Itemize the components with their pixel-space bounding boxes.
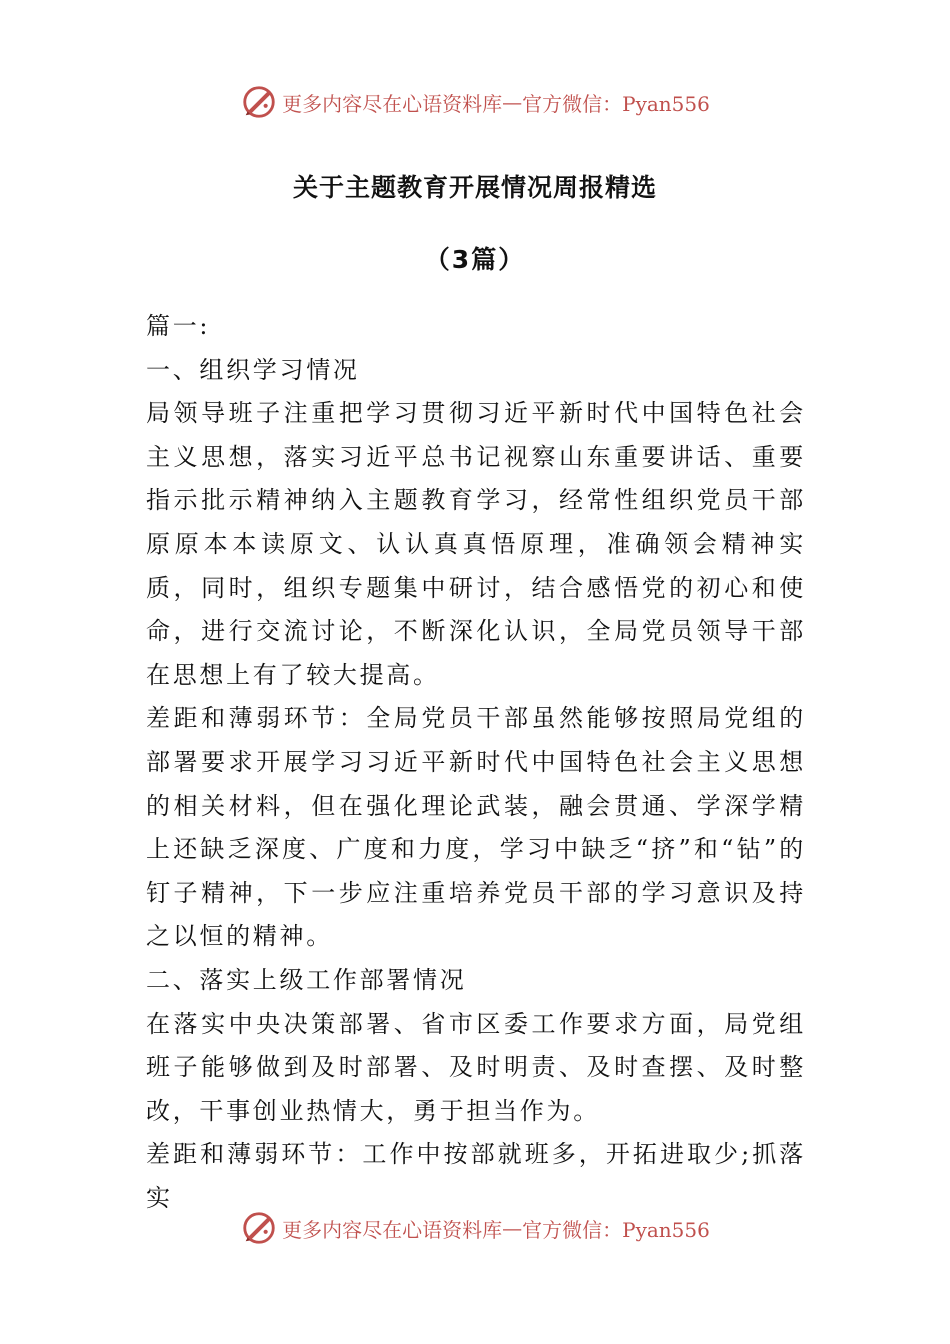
heading-deployment: 二、落实上级工作部署情况 [146,965,467,994]
document-body [146,305,806,1220]
watermark-suffix: 官方微信：Pyan556 [522,1217,710,1242]
heading-study: 一、组织学习情况 [146,355,360,384]
paragraph-deployment-gaps: 差距和薄弱环节：工作中按部就班多，开拓进取少;抓落实 [146,1140,806,1212]
watermark-banner-top [0,80,950,124]
watermark-suffix: 官方微信：Pyan556 [522,91,710,116]
paragraph-deployment: 在落实中央决策部署、省市区委工作要求方面，局党组班子能够做到及时部署、及时明责、及时查摆、及时整改，干事创业热情大，勇于担当作为。 [146,1009,806,1125]
pen-logo-icon [240,83,278,121]
watermark-separator: — [502,1216,523,1240]
watermark-separator: — [502,90,523,114]
watermark-text: 更多内容尽在心语资料库 [282,1217,503,1242]
document-title: 关于主题教育开展情况周报精选 [292,173,657,202]
pen-logo-icon [240,1209,278,1247]
document-subtitle: （3篇） [424,245,526,274]
paragraph-study: 局领导班子注重把学习贯彻习近平新时代中国特色社会主义思想，落实习近平总书记视察山东重要讲话、重要指示批示精神纳入主题教育学习，经常性组织党员干部原原本本读原文、认认真真悟原理，准确领会精神实质，同时，组织专题集中研讨，结合感悟党的初心和使命，进行交流讨论，不断深化认识，全局党员领导干部在思想上有了较大提高。 [146,399,806,689]
paragraph-study-gaps: 差距和薄弱环节：全局党员干部虽然能够按照局党组的部署要求开展学习习近平新时代中国特色社会主义思想的相关材料，但在强化理论武装，融会贯通、学深学精上还缺乏深度、广度和力度，学习中缺乏“挤”和“钻”的钉子精神，下一步应注重培养党员干部的学习意识及持之以恒的精神。 [146,704,806,951]
watermark-text: 更多内容尽在心语资料库 [282,91,503,116]
section-label: 篇一: [146,312,211,340]
watermark-banner-bottom [0,1206,950,1250]
